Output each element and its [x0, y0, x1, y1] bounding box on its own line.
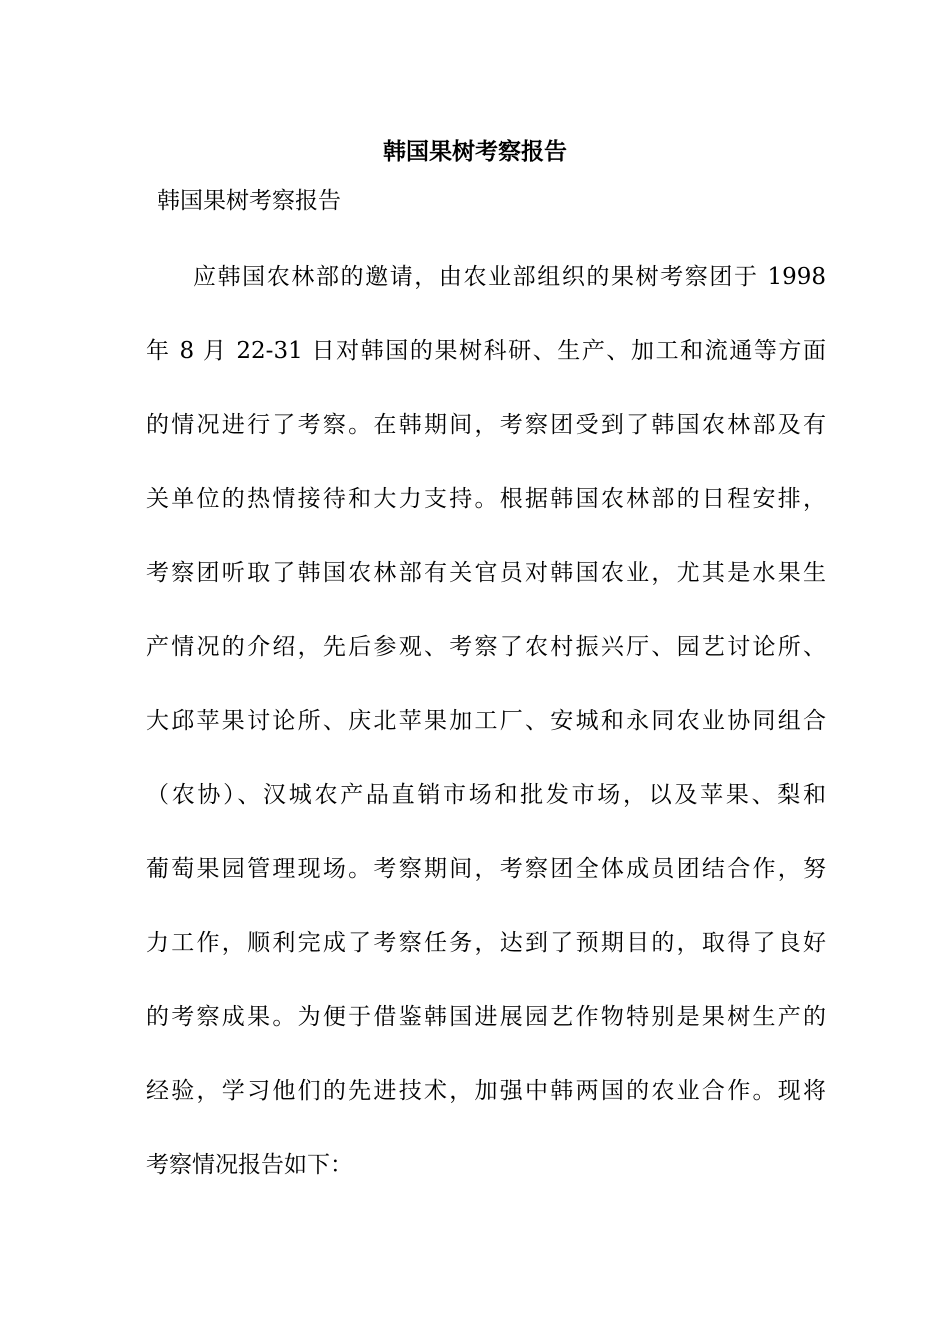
paragraph-line: 经验，学习他们的先进技术，加强中韩两国的农业合作。现将: [146, 1078, 826, 1104]
paragraph-line: 的考察成果。为便于借鉴韩国进展园艺作物特别是果树生产的: [146, 1004, 826, 1030]
paragraph-line: 力工作，顺利完成了考察任务，达到了预期目的，取得了良好: [146, 930, 826, 956]
paragraph-line: 葡萄果园管理现场。考察期间，考察团全体成员团结合作，努: [146, 856, 826, 882]
paragraph-line: 的情况进行了考察。在韩期间，考察团受到了韩国农林部及有: [146, 412, 826, 438]
paragraph-line: 考察情况报告如下：: [146, 1152, 353, 1178]
paragraph-line: 大邱苹果讨论所、庆北苹果加工厂、安城和永同农业协同组合: [146, 708, 826, 734]
document-subtitle: 韩国果树考察报告: [157, 188, 341, 214]
paragraph-line: 应韩国农林部的邀请，由农业部组织的果树考察团于 1998: [193, 264, 826, 290]
paragraph-line: （农协）、汉城农产品直销市场和批发市场，以及苹果、梨和: [146, 782, 826, 808]
body-paragraph: [146, 257, 826, 1219]
paragraph-line: 关单位的热情接待和大力支持。根据韩国农林部的日程安排，: [146, 486, 826, 512]
paragraph-line: 产情况的介绍，先后参观、考察了农村振兴厅、园艺讨论所、: [146, 634, 826, 660]
paragraph-line: 考察团听取了韩国农林部有关官员对韩国农业，尤其是水果生: [146, 560, 826, 586]
document-title: 韩国果树考察报告: [383, 138, 567, 165]
paragraph-line: 年 8 月 22-31 日对韩国的果树科研、生产、加工和流通等方面: [146, 338, 826, 364]
